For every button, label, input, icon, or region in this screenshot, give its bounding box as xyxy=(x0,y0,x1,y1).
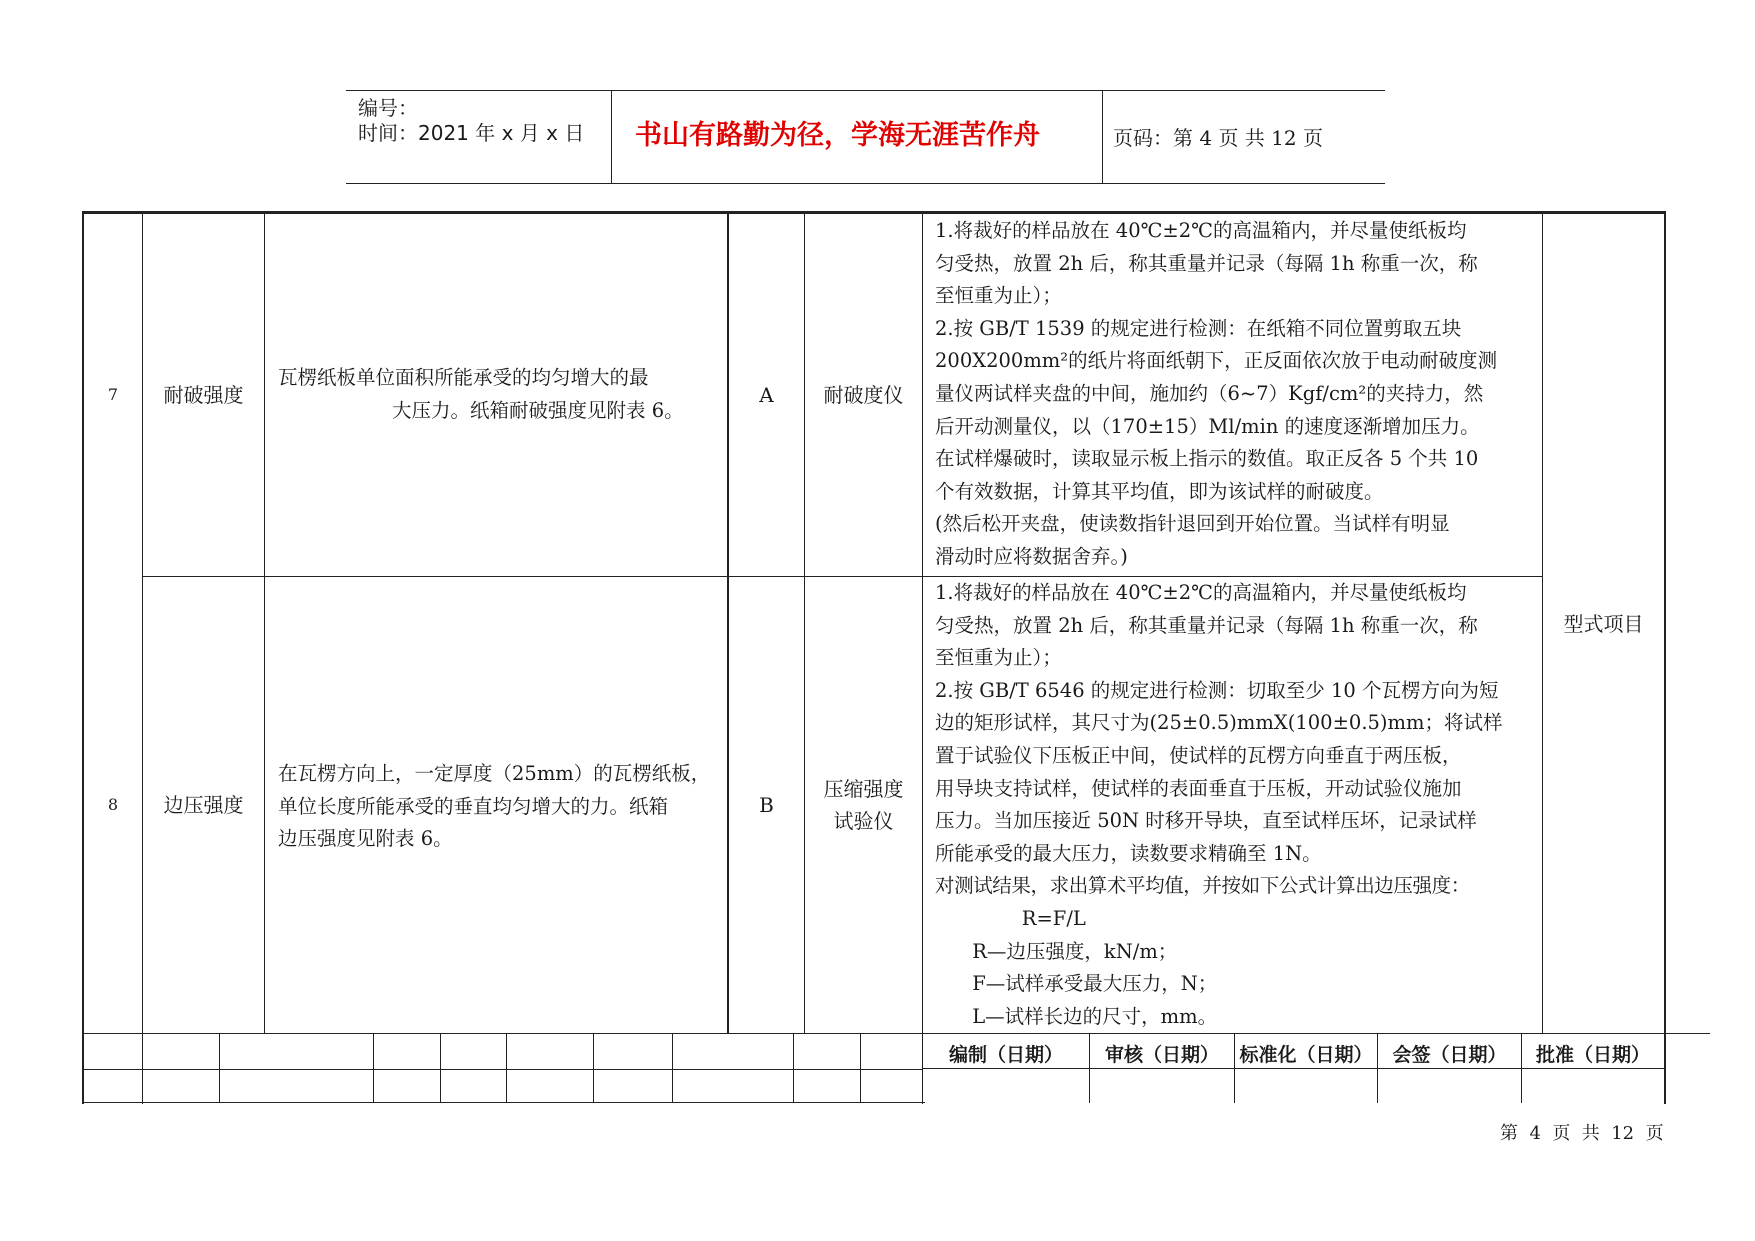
time-label: 时间：2021 年 x 月 x 日 xyxy=(358,121,585,145)
signoff-review: 审核（日期） xyxy=(1104,1044,1219,1066)
grade: B xyxy=(759,793,774,817)
signoff-compile: 编制（日期） xyxy=(948,1044,1063,1066)
page-footer: 第 4 页 共 12 页 xyxy=(1500,1123,1664,1144)
row-number: 7 xyxy=(107,385,119,404)
test-method: 1.将裁好的样品放在 40℃±2℃的高温箱内，并尽量使纸板均 匀受热，放置 2h 后，称其重量并记录（每隔 1h 称重一次，称 至恒重为止）； 2.按 GB/T 6546 的规定进行检测：切取至少 10 个瓦楞方向为短 边的矩形试样，其尺寸为(25±0.5)mmX(100±0.5)mm；将试样 置于试验仪下压板正中间，使试样的瓦楞方向垂直于两压板， 用导块支持试样，使试样的表面垂直于压板，开动试验仪施加 压力。当加压接近 50N 时移开导块，直至试样压坏，记录试样 所能承受的最大压力，读数要求精确至 1N。 对测试结果，求出算术平均值，并按如下公式计算出边压强度： R=F/L R—边压强度，kN/m； F—试样承受最大压力，N； L—试样长边的尺寸，mm。 xyxy=(935,581,1503,1028)
number-label: 编号： xyxy=(358,96,418,120)
grade: A xyxy=(759,383,774,407)
definition: 瓦楞纸板单位面积所能承受的均匀增大的最 大压力。纸箱耐破强度见附表 6。 xyxy=(278,366,684,422)
page-info: 页码：第 4 页 共 12 页 xyxy=(1113,126,1323,150)
signoff-approve: 批准（日期） xyxy=(1535,1044,1650,1066)
signoff-standardize: 标准化（日期） xyxy=(1239,1044,1373,1066)
instrument: 压缩强度 试验仪 xyxy=(823,777,904,833)
motto: 书山有路勤为径，学海无涯苦作舟 xyxy=(635,120,1040,151)
definition: 在瓦楞方向上，一定厚度（25mm）的瓦楞纸板， 单位长度所能承受的垂直均匀增大的力。纸箱 边压强度见附表 6。 xyxy=(278,762,711,851)
test-method: 1.将裁好的样品放在 40℃±2℃的高温箱内，并尽量使纸板均 匀受热，放置 2h 后，称其重量并记录（每隔 1h 称重一次，称 至恒重为止）； 2.按 GB/T 1539 的规定进行检测：在纸箱不同位置剪取五块 200X200mm²的纸片将面纸朝下，正反面依次放于电动耐破度测 量仪两试样夹盘的中间，施加约（6~7）Kgf/cm²的夹持力，然 后开动测量仪，以（170±15）Ml/min 的速度逐渐增加压力。 在试样爆破时，读取显示板上指示的数值。取正反各 5 个共 10 个有效数据，计算其平均值，即为该试样的耐破度。 (然后松开夹盘，使读数指针退回到开始位置。当试样有明显 滑动时应将数据舍弃。) xyxy=(935,219,1498,568)
signoff-countersign: 会签（日期） xyxy=(1392,1044,1507,1066)
row-number: 8 xyxy=(107,795,119,814)
type-label: 型式项目 xyxy=(1563,612,1644,636)
item-name: 边压强度 xyxy=(163,793,244,817)
item-name: 耐破强度 xyxy=(163,383,244,407)
instrument: 耐破度仪 xyxy=(823,383,904,407)
